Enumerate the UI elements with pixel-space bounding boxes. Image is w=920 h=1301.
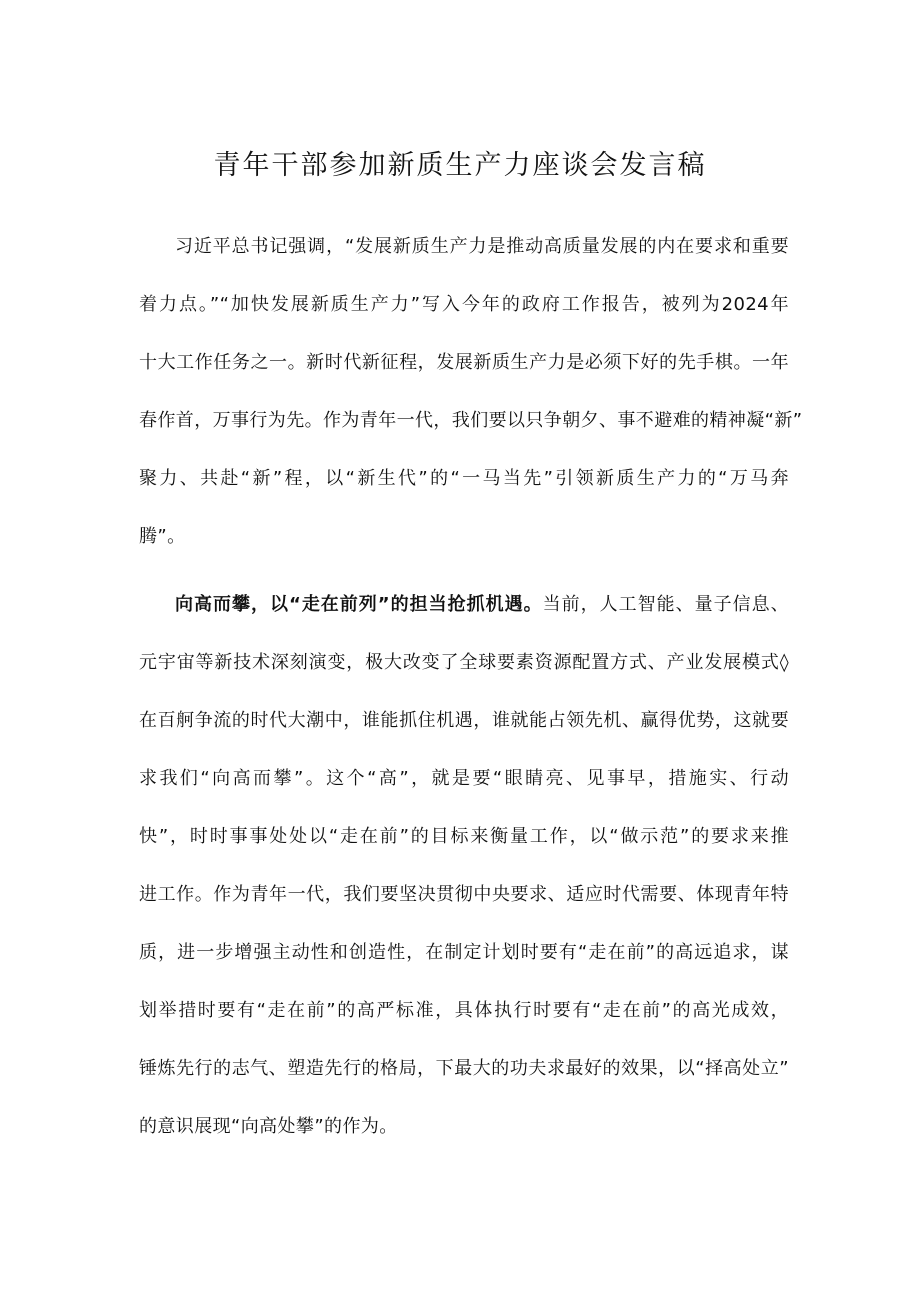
paragraph-line: 着力点。”“加快发展新质生产力”写入今年的政府工作报告，被列为2024年 [139, 294, 789, 315]
document-title: 青年干部参加新质生产力座谈会发言稿 [213, 150, 707, 181]
paragraph-line: 元宇宙等新技术深刻演变，极大改变了全球要素资源配置方式、产业发展模式◊ [139, 652, 789, 673]
paragraph-line: 的意识展现“向高处攀”的作为。 [139, 1116, 398, 1137]
section-heading-lead: 向高而攀，以“走在前列”的担当抢抓机遇。 [175, 594, 543, 615]
paragraph-first-line [139, 576, 789, 634]
paragraph-line: 求我们“向高而攀”。这个“高”，就是要“眼睛亮、见事早，措施实、行动 [139, 768, 789, 789]
paragraph-line: 习近平总书记强调，“发展新质生产力是推动高质量发展的内在要求和重要 [175, 236, 789, 257]
paragraph-intro [139, 218, 803, 566]
paragraph-line: 进工作。作为青年一代，我们要坚决贯彻中央要求、适应时代需要、体现青年特 [139, 884, 789, 905]
paragraph-section-one [139, 576, 789, 1156]
paragraph-line: 划举措时要有“走在前”的高严标准，具体执行时要有“走在前”的高光成效， [139, 1000, 789, 1021]
paragraph-line: 十大工作任务之一。新时代新征程，发展新质生产力是必须下好的先手棋。一年 [139, 352, 789, 373]
paragraph-line: 质，进一步增强主动性和创造性，在制定计划时要有“走在前”的高远追求，谋 [139, 942, 789, 963]
paragraph-line: 腾”。 [139, 526, 186, 547]
paragraph-line: 快”，时时事事处处以“走在前”的目标来衡量工作，以“做示范”的要求来推 [139, 826, 789, 847]
paragraph-line: 在百舸争流的时代大潮中，谁能抓住机遇，谁就能占领先机、赢得优势，这就要 [139, 710, 789, 731]
paragraph-line: 锤炼先行的志气、塑造先行的格局，下最大的功夫求最好的效果，以“择高处立” [139, 1058, 789, 1079]
paragraph-text: 当前，人工智能、量子信息、 [542, 594, 789, 615]
paragraph-line: 春作首，万事行为先。作为青年一代，我们要以只争朝夕、事不避难的精神凝“新” [139, 410, 803, 431]
paragraph-line: 聚力、共赴“新”程，以“新生代”的“一马当先”引领新质生产力的“万马奔 [139, 468, 789, 489]
